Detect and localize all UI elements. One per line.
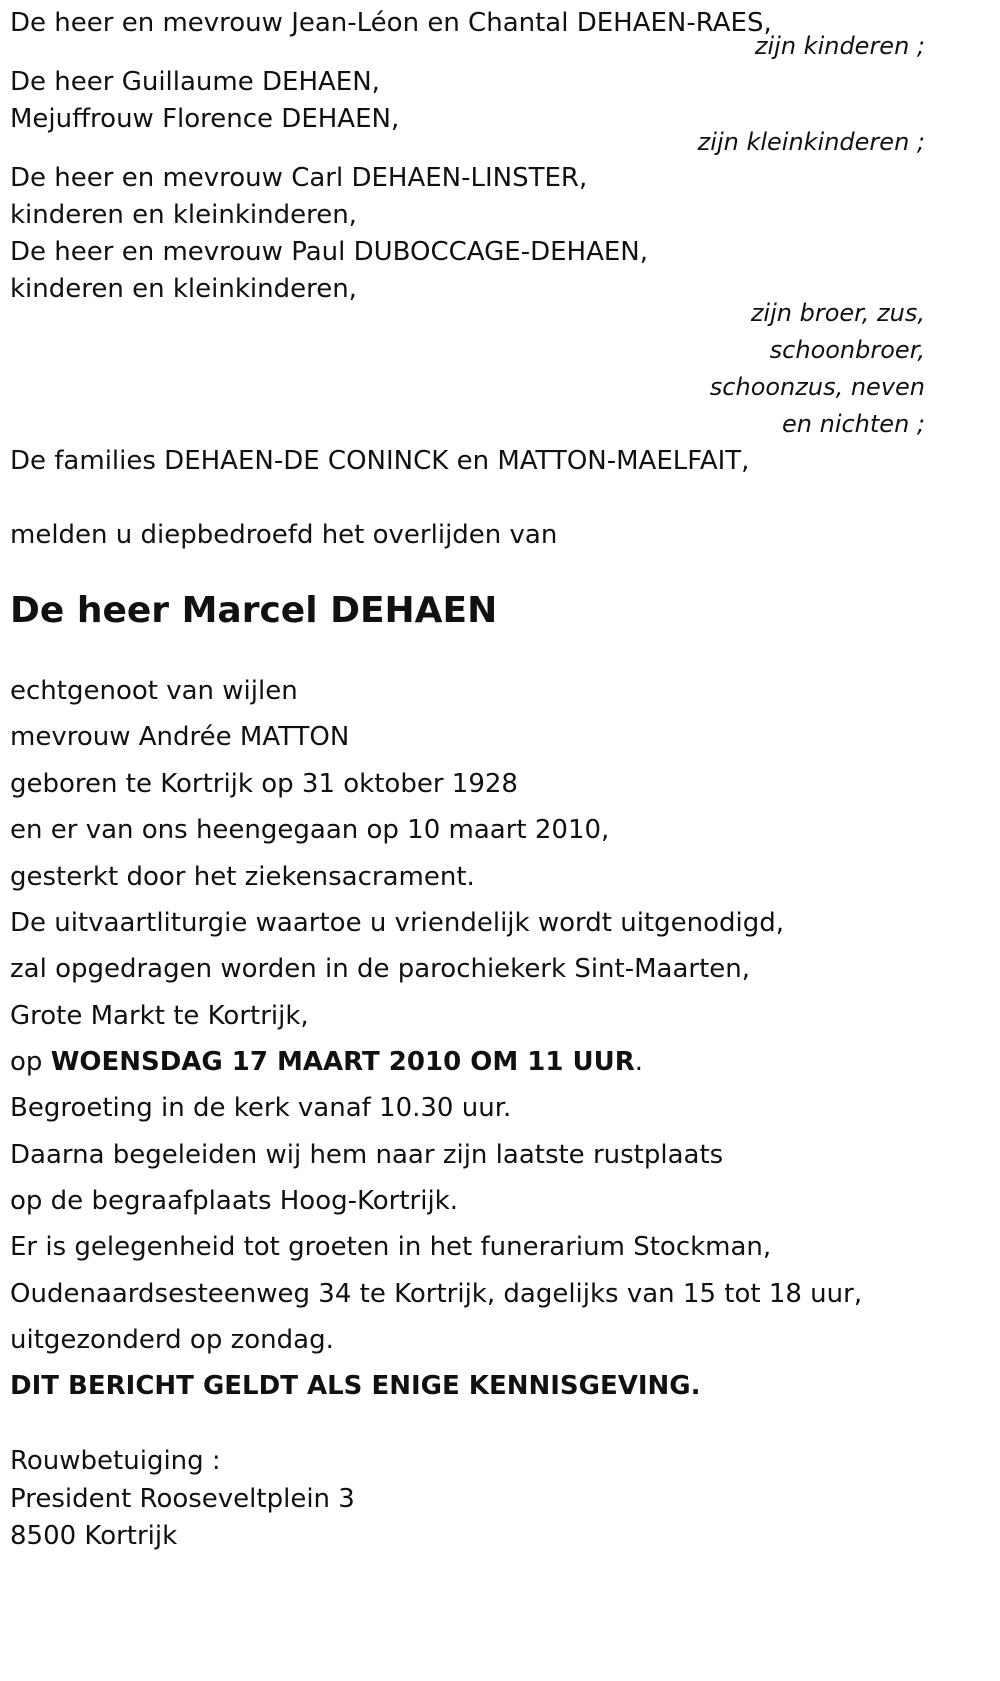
detail-cemetery: op de begraafplaats Hoog-Kortrijk.	[10, 1186, 459, 1216]
detail-spouse-intro: echtgenoot van wijlen	[10, 676, 298, 706]
role-children: zijn kinderen ;	[754, 32, 925, 60]
role-siblings-1: zijn broer, zus,	[750, 299, 925, 327]
detail-liturgy: De uitvaartliturgie waartoe u vriendelijk wordt uitgenodigd,	[10, 908, 784, 938]
detail-funeral-home: Er is gelegenheid tot groeten in het funerarium Stockman,	[10, 1232, 772, 1262]
detail-death: en er van ons heengegaan op 10 maart 2010,	[10, 815, 610, 845]
deceased-name: De heer Marcel DEHAEN	[10, 590, 498, 631]
family-line-brother: De heer en mevrouw Carl DEHAEN-LINSTER,	[10, 163, 588, 193]
family-line-sister: De heer en mevrouw Paul DUBOCCAGE-DEHAEN,	[10, 237, 649, 267]
detail-greeting: Begroeting in de kerk vanaf 10.30 uur.	[10, 1093, 512, 1123]
detail-sacrament: gesterkt door het ziekensacrament.	[10, 862, 475, 892]
detail-date-suffix: .	[634, 1047, 643, 1077]
detail-funeral-home-address: Oudenaardsesteenweg 34 te Kortrijk, dagelijks van 15 tot 18 uur,	[10, 1279, 863, 1309]
family-line-children: De heer en mevrouw Jean-Léon en Chantal DEHAEN-RAES,	[10, 8, 772, 38]
detail-spouse-name: mevrouw Andrée MATTON	[10, 722, 350, 752]
role-siblings-3: schoonzus, neven	[709, 373, 925, 401]
condolence-city: 8500 Kortrijk	[10, 1521, 178, 1551]
detail-date-prefix: op	[10, 1047, 51, 1077]
family-line-families: De families DEHAEN-DE CONINCK en MATTON-MAELFAIT,	[10, 446, 750, 476]
family-line-sister-children: kinderen en kleinkinderen,	[10, 274, 357, 304]
condolence-label: Rouwbetuiging :	[10, 1446, 221, 1476]
role-grandchildren: zijn kleinkinderen ;	[697, 128, 925, 156]
family-line-brother-children: kinderen en kleinkinderen,	[10, 200, 357, 230]
role-siblings-2: schoonbroer,	[769, 336, 925, 364]
detail-church-location: Grote Markt te Kortrijk,	[10, 1001, 309, 1031]
detail-exception: uitgezonderd op zondag.	[10, 1325, 334, 1355]
condolence-street: President Rooseveltplein 3	[10, 1484, 355, 1514]
family-line-granddaughter: Mejuffrouw Florence DEHAEN,	[10, 104, 400, 134]
family-line-grandson: De heer Guillaume DEHAEN,	[10, 67, 380, 97]
detail-church: zal opgedragen worden in de parochiekerk Sint-Maarten,	[10, 954, 751, 984]
role-siblings-4: en nichten ;	[782, 410, 925, 438]
announcement: melden u diepbedroefd het overlijden van	[10, 520, 558, 550]
detail-date-bold: WOENSDAG 17 MAART 2010 OM 11 UUR	[50, 1047, 635, 1077]
notice: DIT BERICHT GELDT ALS ENIGE KENNISGEVING.	[10, 1371, 701, 1401]
detail-date	[10, 1045, 643, 1079]
detail-birth: geboren te Kortrijk op 31 oktober 1928	[10, 769, 518, 799]
detail-burial-intro: Daarna begeleiden wij hem naar zijn laatste rustplaats	[10, 1140, 724, 1170]
